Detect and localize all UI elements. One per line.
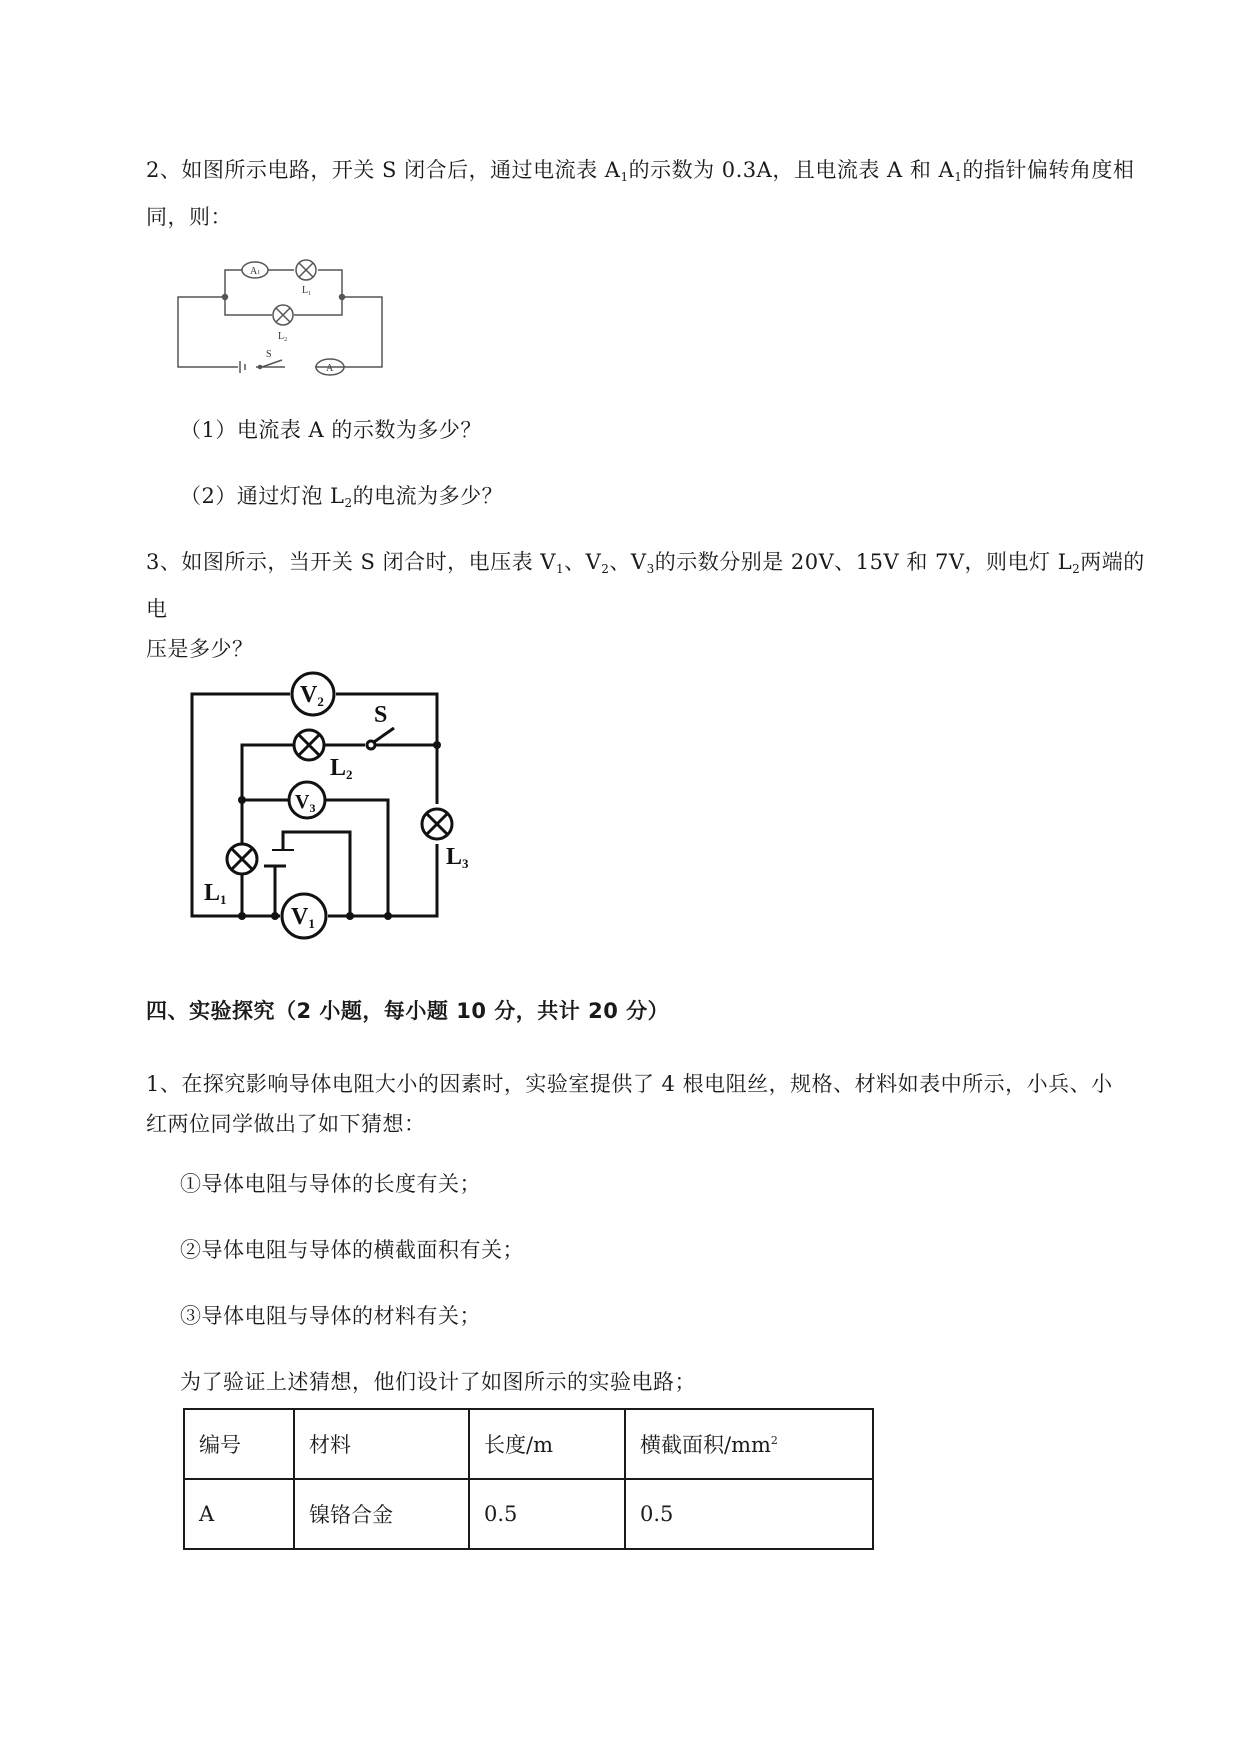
q3-c: 两端的电 bbox=[146, 550, 1145, 621]
label-l2: $L_2$ bbox=[278, 331, 288, 343]
label-v3: $V_3$ bbox=[295, 791, 316, 815]
cell-area: 0.5 bbox=[625, 1479, 873, 1549]
circuit-diagram-q2 bbox=[170, 255, 400, 380]
guess-2: ②导体电阻与导体的横截面积有关； bbox=[180, 1238, 524, 1262]
q2-sub2 bbox=[180, 476, 1150, 523]
label-a: A bbox=[326, 363, 334, 374]
q2-line1c: 的指针偏转角度相 bbox=[962, 158, 1135, 182]
cell-length: 0.5 bbox=[469, 1479, 625, 1549]
sub: 1 bbox=[620, 170, 629, 184]
switch-icon bbox=[262, 360, 282, 367]
table-header-row bbox=[184, 1409, 873, 1479]
q3-text bbox=[146, 542, 1156, 669]
label-v2: V2 bbox=[300, 682, 324, 709]
section-heading: 四、实验探究（2 小题，每小题 10 分，共计 20 分） bbox=[146, 999, 670, 1023]
table-row bbox=[184, 1479, 873, 1549]
circuit-diagram-q3 bbox=[180, 670, 480, 950]
q2-sub2-b: 的电流为多少？ bbox=[352, 484, 504, 508]
sub: 2 bbox=[601, 562, 610, 576]
label-l1: $L_1$ bbox=[302, 285, 312, 297]
q2-sub2-a: （2）通过灯泡 L bbox=[180, 484, 345, 508]
th-material: 材料 bbox=[294, 1409, 469, 1479]
sub: 1 bbox=[954, 170, 963, 184]
q2-sub1: （1）电流表 A 的示数为多少？ bbox=[180, 418, 482, 442]
label-l2: L2 bbox=[330, 755, 353, 782]
cell-id: A bbox=[184, 1479, 294, 1549]
sub: 3 bbox=[646, 562, 655, 576]
s4-q1-line2: 红两位同学做出了如下猜想： bbox=[146, 1112, 426, 1136]
guess-3: ③导体电阻与导体的材料有关； bbox=[180, 1304, 481, 1328]
label-l3: L3 bbox=[446, 844, 469, 871]
label-l1: L1 bbox=[204, 880, 227, 907]
q3-a: 3、如图所示，当开关 S 闭合时，电压表 V bbox=[146, 550, 556, 574]
s4-q1-line1: 1、在探究影响导体电阻大小的因素时，实验室提供了 4 根电阻丝，规格、材料如表中所示，小兵、小 bbox=[146, 1072, 1113, 1096]
guess-1: ①导体电阻与导体的长度有关； bbox=[180, 1172, 481, 1196]
th-id: 编号 bbox=[184, 1409, 294, 1479]
table-intro: 为了验证上述猜想，他们设计了如图所示的实验电路； bbox=[180, 1370, 696, 1394]
sub: 2 bbox=[1072, 562, 1081, 576]
label-v1: V1 bbox=[291, 904, 315, 931]
sup: 2 bbox=[770, 1434, 778, 1447]
th-area-text: 横截面积/mm bbox=[640, 1433, 771, 1457]
sub: 1 bbox=[555, 562, 565, 576]
label-a1: A1 bbox=[250, 266, 261, 277]
cell-material: 镍铬合金 bbox=[294, 1479, 469, 1549]
label-s: S bbox=[374, 702, 388, 728]
q2-line2: 同，则： bbox=[146, 205, 232, 229]
sep: 、V bbox=[564, 550, 602, 574]
q2-line1b: 的示数为 0.3A，且电流表 A 和 A bbox=[628, 158, 955, 182]
th-area bbox=[625, 1409, 873, 1479]
materials-table bbox=[183, 1408, 874, 1550]
q3-b: 的示数分别是 20V、15V 和 7V，则电灯 L bbox=[654, 550, 1073, 574]
s4-q1-text bbox=[146, 1064, 1156, 1144]
q2-text bbox=[146, 150, 1156, 237]
label-s: S bbox=[266, 349, 272, 360]
sub: 2 bbox=[344, 496, 353, 510]
sep: 、V bbox=[609, 550, 647, 574]
q2-line1: 2、如图所示电路，开关 S 闭合后，通过电流表 A bbox=[146, 158, 621, 182]
th-length: 长度/m bbox=[469, 1409, 625, 1479]
switch-icon bbox=[374, 728, 394, 742]
q3-line2: 压是多少？ bbox=[146, 637, 254, 661]
